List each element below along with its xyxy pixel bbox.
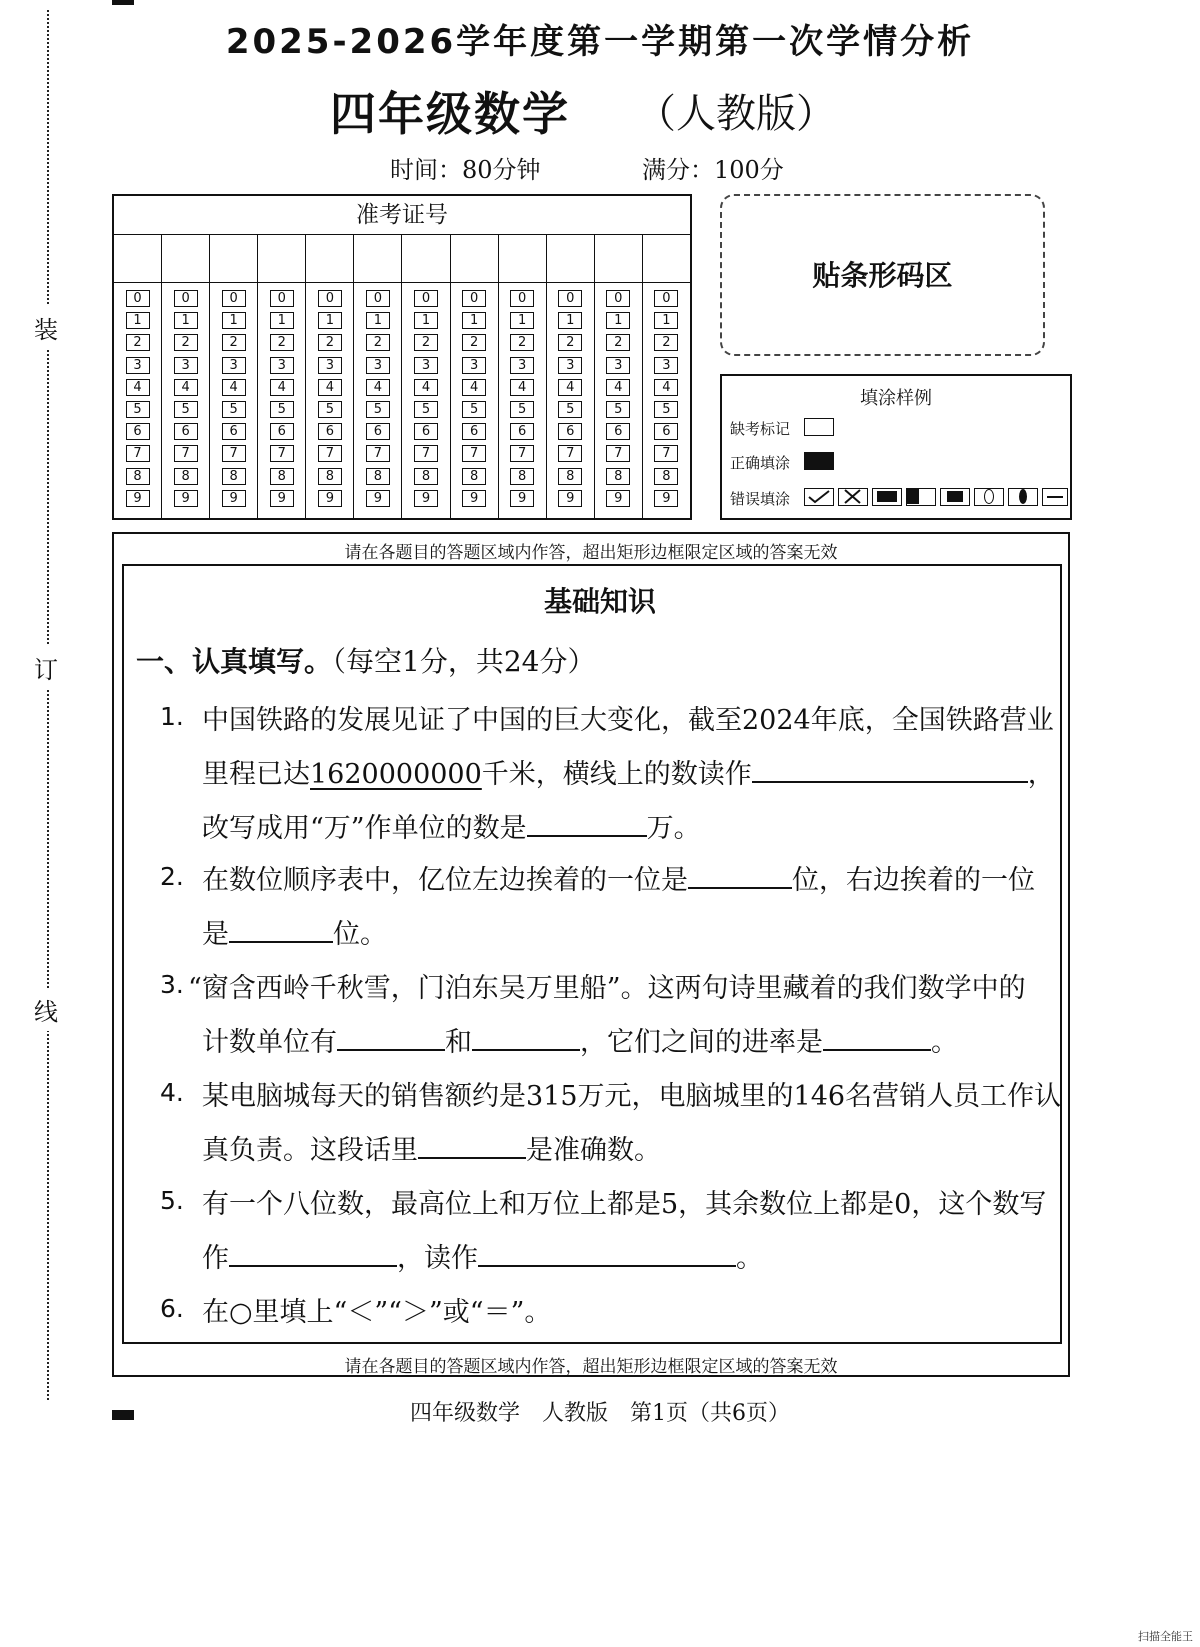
admission-digit-bubble[interactable]: 1 <box>462 312 486 329</box>
q5-number: 5. <box>160 1186 184 1215</box>
section-title: 基础知识 <box>543 585 656 618</box>
admission-digit-bubble[interactable]: 0 <box>414 290 438 307</box>
admission-column <box>162 234 210 518</box>
admission-digit-bubble[interactable]: 0 <box>462 290 486 307</box>
admission-digit-bubble[interactable]: 6 <box>414 423 438 440</box>
wrong-fill-filled-oval-icon <box>1008 488 1038 506</box>
q3-blank-unit2[interactable] <box>472 1048 580 1051</box>
q5-line2 <box>202 1236 763 1275</box>
absent-mark-box[interactable] <box>804 418 834 436</box>
admission-digit-bubble[interactable]: 2 <box>222 334 246 351</box>
admission-digit-bubble[interactable]: 0 <box>222 290 246 307</box>
admission-digit-bubble[interactable]: 0 <box>606 290 630 307</box>
q4-text-b: 是准确数。 <box>526 1135 661 1166</box>
admission-digit-bubble[interactable]: 4 <box>558 379 582 396</box>
barcode-label: 贴条形码区 <box>812 259 953 292</box>
admission-digit-bubble[interactable]: 9 <box>558 490 582 507</box>
admission-digit-bubble[interactable]: 0 <box>126 290 150 307</box>
binding-char-ding: 订 <box>34 646 58 689</box>
q2-text-c: 是 <box>202 919 229 950</box>
q6-number: 6. <box>160 1294 184 1323</box>
q4-number: 4. <box>160 1078 184 1107</box>
admission-column <box>595 234 643 518</box>
answer-area-notice-bottom: 请在各题目的答题区域内作答，超出矩形边框限定区域的答案无效 <box>344 1357 838 1377</box>
admission-digit-bubble[interactable]: 8 <box>126 468 150 485</box>
admission-digit-write-box[interactable] <box>162 234 209 283</box>
q3-line2 <box>202 1020 958 1059</box>
wrong-fill-oval-icon <box>974 488 1004 506</box>
admission-digit-bubble[interactable]: 4 <box>654 379 678 396</box>
admission-digit-bubble[interactable]: 5 <box>126 401 150 418</box>
admission-digit-write-box[interactable] <box>306 234 353 283</box>
admission-digit-bubble[interactable]: 6 <box>654 423 678 440</box>
admission-digit-bubble[interactable]: 9 <box>654 490 678 507</box>
admission-digit-bubble[interactable]: 9 <box>366 490 390 507</box>
admission-digit-bubble[interactable]: 8 <box>318 468 342 485</box>
admission-digit-bubble[interactable]: 8 <box>366 468 390 485</box>
admission-digit-bubble[interactable]: 2 <box>510 334 534 351</box>
admission-digit-bubble[interactable]: 9 <box>222 490 246 507</box>
admission-digit-bubble[interactable]: 3 <box>126 357 150 374</box>
admission-column <box>114 234 162 518</box>
scanner-watermark: 扫描全能王 <box>1138 1630 1193 1643</box>
q2-line2 <box>202 912 387 951</box>
admission-digit-bubble[interactable]: 5 <box>270 401 294 418</box>
wrong-fill-partial-icon <box>872 488 902 506</box>
admission-digit-bubble[interactable]: 7 <box>366 445 390 462</box>
admission-digit-bubble[interactable]: 4 <box>318 379 342 396</box>
admission-column <box>451 234 499 518</box>
admission-digit-bubble[interactable]: 6 <box>126 423 150 440</box>
admission-digit-bubble[interactable]: 1 <box>318 312 342 329</box>
q3-number: 3. <box>160 970 184 999</box>
admission-digit-write-box[interactable] <box>402 234 449 283</box>
admission-digit-bubble[interactable]: 5 <box>222 401 246 418</box>
q3-line1: “窗含西岭千秋雪，门泊东吴万里船”。这两句诗里藏着的我们数学中的 <box>188 973 1026 1004</box>
q5-line1: 有一个八位数，最高位上和万位上都是5，其余数位上都是0，这个数写 <box>202 1189 1047 1220</box>
admission-digit-bubble[interactable]: 2 <box>606 334 630 351</box>
admission-digit-bubble[interactable]: 0 <box>270 290 294 307</box>
q1-line1: 中国铁路的发展见证了中国的巨大变化，截至2024年底，全国铁路营业 <box>202 705 1054 736</box>
q2-text-b: 位，右边挨着的一位 <box>792 865 1035 896</box>
q5-text-c: 。 <box>736 1243 763 1274</box>
admission-digit-write-box[interactable] <box>499 234 546 283</box>
admission-digit-bubble[interactable]: 0 <box>654 290 678 307</box>
admission-digit-bubble[interactable]: 8 <box>558 468 582 485</box>
q5-blank-write[interactable] <box>229 1264 397 1267</box>
q2-text-d: 位。 <box>333 919 387 950</box>
wrong-fill-check-icon <box>804 488 834 506</box>
admission-digit-bubble[interactable]: 7 <box>270 445 294 462</box>
admission-digit-bubble[interactable]: 8 <box>174 468 198 485</box>
exam-time: 时间：80分钟 <box>390 156 541 184</box>
absent-mark-label: 缺考标记 <box>730 420 791 438</box>
admission-digit-bubble[interactable]: 6 <box>510 423 534 440</box>
admission-digit-bubble[interactable]: 9 <box>462 490 486 507</box>
admission-digit-bubble[interactable]: 4 <box>462 379 486 396</box>
admission-digit-bubble[interactable]: 4 <box>606 379 630 396</box>
binding-char-zhuang: 装 <box>34 306 58 349</box>
binding-dotted-line <box>47 10 49 1400</box>
q3-text-c: ，它们之间的进率是 <box>580 1027 823 1058</box>
admission-column <box>643 234 690 518</box>
admission-digit-bubble[interactable]: 4 <box>366 379 390 396</box>
admission-digit-bubble[interactable]: 3 <box>366 357 390 374</box>
q1-text-b: 千米，横线上的数读作 <box>481 759 752 790</box>
admission-digit-bubble[interactable]: 9 <box>174 490 198 507</box>
admission-digit-bubble[interactable]: 0 <box>558 290 582 307</box>
admission-digit-bubble[interactable]: 2 <box>366 334 390 351</box>
part-one-score: （每空1分，共24分） <box>332 645 596 678</box>
admission-digit-bubble[interactable]: 6 <box>222 423 246 440</box>
admission-digit-bubble[interactable]: 3 <box>606 357 630 374</box>
q2-blank-right[interactable] <box>229 940 333 943</box>
admission-digit-bubble[interactable]: 2 <box>174 334 198 351</box>
admission-digit-bubble[interactable]: 1 <box>510 312 534 329</box>
admission-digit-bubble[interactable]: 2 <box>270 334 294 351</box>
admission-digit-bubble[interactable]: 2 <box>558 334 582 351</box>
admission-column <box>258 234 306 518</box>
q5-text-b: ，读作 <box>397 1243 478 1274</box>
q2-line1 <box>202 858 1035 897</box>
admission-digit-bubble[interactable]: 1 <box>414 312 438 329</box>
registration-mark-top <box>112 0 134 5</box>
answer-area-notice-top: 请在各题目的答题区域内作答，超出矩形边框限定区域的答案无效 <box>344 543 838 563</box>
edition-label: （人教版） <box>636 91 836 137</box>
q3-blank-rate[interactable] <box>823 1048 931 1051</box>
admission-digit-bubble[interactable]: 3 <box>222 357 246 374</box>
admission-digit-write-box[interactable] <box>210 234 257 283</box>
admission-digit-bubble[interactable]: 4 <box>414 379 438 396</box>
admission-digit-bubble[interactable]: 7 <box>510 445 534 462</box>
admission-digit-bubble[interactable]: 5 <box>318 401 342 418</box>
admission-digit-bubble[interactable]: 5 <box>654 401 678 418</box>
admission-digit-bubble[interactable]: 8 <box>606 468 630 485</box>
wrong-fill-dash-icon <box>1042 488 1068 506</box>
admission-digit-bubble[interactable]: 3 <box>654 357 678 374</box>
admission-digit-bubble[interactable]: 7 <box>654 445 678 462</box>
admission-column <box>499 234 547 518</box>
admission-digit-bubble[interactable]: 9 <box>414 490 438 507</box>
q5-blank-read[interactable] <box>478 1264 736 1267</box>
correct-fill-sample <box>804 452 834 470</box>
admission-digit-bubble[interactable]: 7 <box>174 445 198 462</box>
part-one-title: 一、认真填写。 <box>136 645 333 678</box>
admission-digit-write-box[interactable] <box>595 234 642 283</box>
page-footer: 四年级数学 人教版 第1页（共6页） <box>410 1401 790 1426</box>
admission-digit-write-box[interactable] <box>114 234 161 283</box>
q5-text-a: 作 <box>202 1243 229 1274</box>
admission-digit-bubble[interactable]: 3 <box>174 357 198 374</box>
q1-blank-wan[interactable] <box>527 834 647 837</box>
admission-digit-bubble[interactable]: 7 <box>318 445 342 462</box>
admission-digit-bubble[interactable]: 2 <box>654 334 678 351</box>
admission-digit-bubble[interactable]: 5 <box>462 401 486 418</box>
admission-digit-bubble[interactable]: 0 <box>366 290 390 307</box>
admission-digit-bubble[interactable]: 9 <box>606 490 630 507</box>
admission-digit-bubble[interactable]: 9 <box>510 490 534 507</box>
admission-digit-bubble[interactable]: 6 <box>318 423 342 440</box>
admission-digit-bubble[interactable]: 5 <box>174 401 198 418</box>
admission-digit-bubble[interactable]: 3 <box>318 357 342 374</box>
admission-digit-bubble[interactable]: 7 <box>222 445 246 462</box>
admission-digit-bubble[interactable]: 3 <box>462 357 486 374</box>
admission-digit-bubble[interactable]: 4 <box>174 379 198 396</box>
correct-fill-label: 正确填涂 <box>730 454 791 472</box>
subject-title: 四年级数学 <box>330 87 570 141</box>
admission-digit-bubble[interactable]: 3 <box>510 357 534 374</box>
admission-digit-bubble[interactable]: 6 <box>366 423 390 440</box>
admission-digit-bubble[interactable]: 3 <box>558 357 582 374</box>
q1-number: 1. <box>160 702 184 731</box>
admission-number-grid <box>112 194 692 520</box>
admission-digit-bubble[interactable]: 8 <box>654 468 678 485</box>
admission-digit-bubble[interactable]: 3 <box>414 357 438 374</box>
fill-example-title: 填涂样例 <box>860 388 932 409</box>
wrong-fill-label: 错误填涂 <box>730 490 791 508</box>
admission-digit-bubble[interactable]: 8 <box>462 468 486 485</box>
admission-label: 准考证号 <box>114 196 690 235</box>
admission-digit-bubble[interactable]: 5 <box>558 401 582 418</box>
q2-blank-left[interactable] <box>688 886 792 889</box>
full-score: 满分：100分 <box>642 156 784 184</box>
q4-line2 <box>202 1128 661 1167</box>
admission-digit-write-box[interactable] <box>547 234 594 283</box>
q1-text-c: ， <box>1027 759 1055 790</box>
wrong-fill-cross-icon <box>838 488 868 506</box>
admission-columns <box>114 234 690 518</box>
q1-text-d: 改写成用“万”作单位的数是 <box>202 813 527 844</box>
term-title: 2025-2026学年度第一学期第一次学情分析 <box>225 22 975 62</box>
admission-column <box>547 234 595 518</box>
q6-line1: 在○里填上“＜”“＞”或“＝”。 <box>202 1297 552 1328</box>
q3-blank-unit1[interactable] <box>337 1048 445 1051</box>
admission-digit-bubble[interactable]: 5 <box>414 401 438 418</box>
admission-digit-write-box[interactable] <box>354 234 401 283</box>
admission-digit-bubble[interactable]: 7 <box>126 445 150 462</box>
admission-digit-bubble[interactable]: 1 <box>654 312 678 329</box>
admission-digit-bubble[interactable]: 4 <box>222 379 246 396</box>
q1-line2 <box>202 752 1055 791</box>
admission-column <box>402 234 450 518</box>
admission-digit-bubble[interactable]: 6 <box>174 423 198 440</box>
admission-digit-bubble[interactable]: 9 <box>318 490 342 507</box>
admission-digit-bubble[interactable]: 5 <box>606 401 630 418</box>
admission-digit-bubble[interactable]: 7 <box>462 445 486 462</box>
admission-digit-write-box[interactable] <box>643 234 690 283</box>
admission-digit-bubble[interactable]: 2 <box>414 334 438 351</box>
admission-digit-bubble[interactable]: 9 <box>126 490 150 507</box>
admission-digit-bubble[interactable]: 3 <box>270 357 294 374</box>
admission-digit-bubble[interactable]: 5 <box>366 401 390 418</box>
admission-column <box>306 234 354 518</box>
q3-text-b: 和 <box>445 1027 472 1058</box>
q2-number: 2. <box>160 862 184 891</box>
admission-digit-bubble[interactable]: 7 <box>414 445 438 462</box>
admission-digit-bubble[interactable]: 0 <box>174 290 198 307</box>
q2-text-a: 在数位顺序表中，亿位左边挨着的一位是 <box>202 865 688 896</box>
q3-text-d: 。 <box>931 1027 958 1058</box>
q1-text-e: 万。 <box>646 813 701 844</box>
wrong-fill-half-icon <box>906 488 936 506</box>
admission-digit-bubble[interactable]: 1 <box>606 312 630 329</box>
admission-digit-bubble[interactable]: 1 <box>126 312 150 329</box>
admission-column <box>354 234 402 518</box>
admission-digit-bubble[interactable]: 8 <box>510 468 534 485</box>
admission-digit-bubble[interactable]: 2 <box>126 334 150 351</box>
admission-digit-bubble[interactable]: 8 <box>414 468 438 485</box>
q3-text-a: 计数单位有 <box>202 1027 337 1058</box>
admission-digit-bubble[interactable]: 1 <box>366 312 390 329</box>
admission-digit-write-box[interactable] <box>451 234 498 283</box>
admission-digit-bubble[interactable]: 5 <box>510 401 534 418</box>
q1-line3 <box>202 806 701 845</box>
binding-char-xian: 线 <box>34 988 58 1031</box>
admission-digit-bubble[interactable]: 4 <box>126 379 150 396</box>
admission-digit-bubble[interactable]: 4 <box>270 379 294 396</box>
admission-digit-bubble[interactable]: 6 <box>462 423 486 440</box>
part-one-heading <box>136 640 595 680</box>
admission-digit-write-box[interactable] <box>258 234 305 283</box>
q4-text-a: 真负责。这段话里 <box>202 1135 418 1166</box>
admission-digit-bubble[interactable]: 2 <box>318 334 342 351</box>
q4-line1: 某电脑城每天的销售额约是315万元，电脑城里的146名营销人员工作认 <box>202 1081 1062 1112</box>
wrong-fill-center-icon <box>940 488 970 506</box>
admission-digit-bubble[interactable]: 2 <box>462 334 486 351</box>
question-area-frame <box>122 564 1062 1344</box>
admission-digit-bubble[interactable]: 7 <box>606 445 630 462</box>
q4-blank-exact[interactable] <box>418 1156 526 1159</box>
admission-digit-bubble[interactable]: 1 <box>558 312 582 329</box>
admission-digit-bubble[interactable]: 1 <box>270 312 294 329</box>
fill-example-box <box>720 374 1072 520</box>
admission-column <box>210 234 258 518</box>
admission-digit-bubble[interactable]: 1 <box>174 312 198 329</box>
admission-digit-bubble[interactable]: 0 <box>318 290 342 307</box>
admission-digit-bubble[interactable]: 1 <box>222 312 246 329</box>
admission-digit-bubble[interactable]: 6 <box>270 423 294 440</box>
admission-digit-bubble[interactable]: 8 <box>222 468 246 485</box>
admission-digit-bubble[interactable]: 7 <box>558 445 582 462</box>
admission-digit-bubble[interactable]: 6 <box>558 423 582 440</box>
admission-digit-bubble[interactable]: 4 <box>510 379 534 396</box>
barcode-area <box>720 194 1045 356</box>
admission-digit-bubble[interactable]: 0 <box>510 290 534 307</box>
admission-digit-bubble[interactable]: 8 <box>270 468 294 485</box>
q1-blank-read[interactable] <box>752 780 1028 783</box>
admission-digit-bubble[interactable]: 9 <box>270 490 294 507</box>
admission-digit-bubble[interactable]: 6 <box>606 423 630 440</box>
q1-text-a: 里程已达 <box>202 759 310 790</box>
q1-underlined-number: 1620000000 <box>310 759 482 790</box>
